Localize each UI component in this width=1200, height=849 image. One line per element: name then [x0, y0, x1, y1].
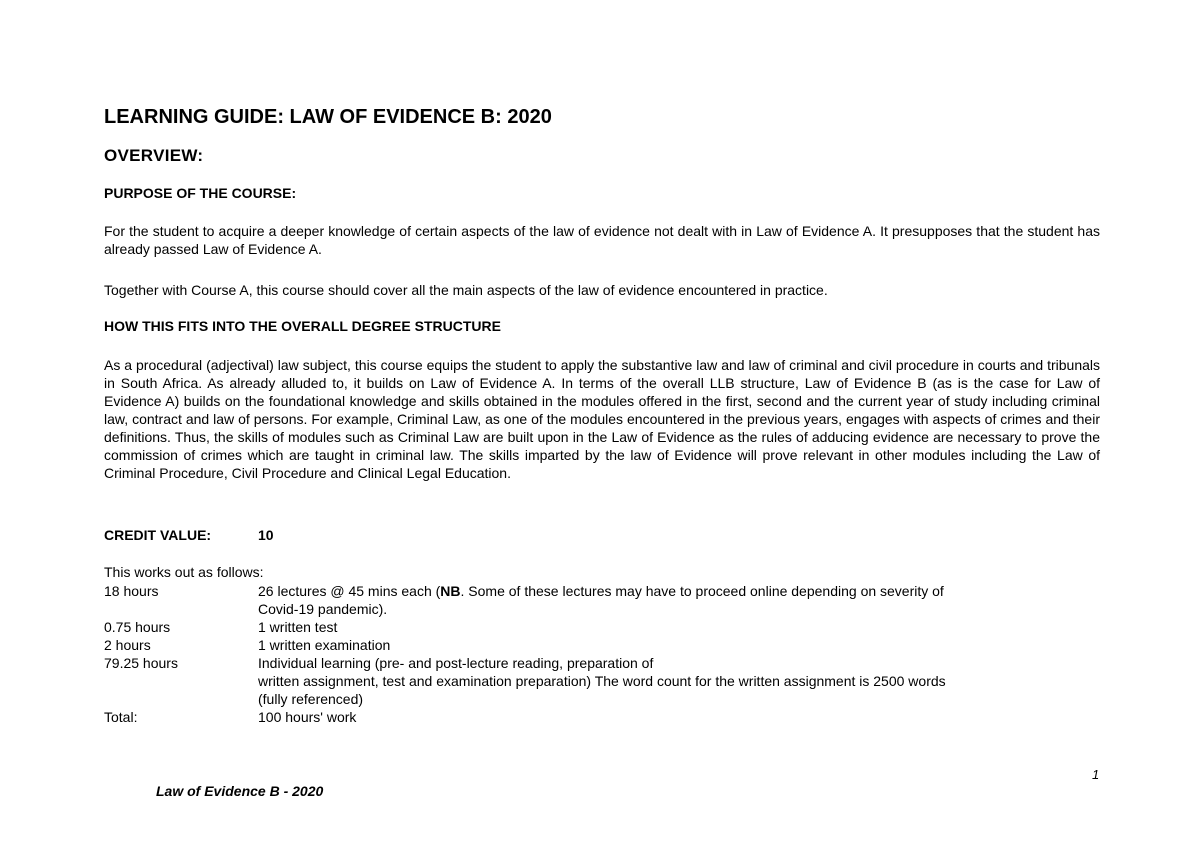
description-text: Covid-19 pandemic).	[258, 601, 388, 617]
nb-note: NB	[440, 583, 461, 599]
breakdown-row	[104, 636, 1100, 654]
breakdown-description: 100 hours' work	[258, 709, 357, 725]
breakdown-description: 1 written examination	[258, 637, 391, 653]
breakdown-hours: 0.75 hours	[104, 619, 171, 635]
breakdown-description	[258, 654, 1100, 708]
credit-value-number: 10	[258, 527, 274, 543]
page-number: 1	[1092, 767, 1100, 782]
breakdown-hours: 2 hours	[104, 637, 151, 653]
purpose-paragraph-1: For the student to acquire a deeper knowledge of certain aspects of the law of evidence not dealt with in Law of Evidence A. It presupposes that the student has already passed Law of Evidence A.	[104, 223, 1100, 257]
breakdown-hours: 18 hours	[104, 583, 159, 599]
credit-value-label: CREDIT VALUE:	[104, 527, 212, 543]
breakdown-row	[104, 618, 1100, 636]
description-text: written assignment, test and examination preparation) The word count for the written assignment is 2500 words	[258, 673, 946, 689]
breakdown-row-total	[104, 708, 1100, 726]
purpose-heading: PURPOSE OF THE COURSE:	[104, 185, 297, 201]
overview-heading: OVERVIEW:	[104, 146, 204, 165]
breakdown-description	[258, 582, 1100, 618]
description-text: Individual learning (pre- and post-lecture reading, preparation of	[258, 655, 654, 671]
breakdown-hours: Total:	[104, 709, 138, 725]
purpose-paragraph-2: Together with Course A, this course should cover all the main aspects of the law of evidence encountered in practice.	[104, 282, 828, 298]
breakdown-hours: 79.25 hours	[104, 655, 178, 671]
description-text: 26 lectures @ 45 mins each (	[258, 583, 441, 599]
document-title: LEARNING GUIDE: LAW OF EVIDENCE B: 2020	[104, 106, 552, 128]
page-footer: Law of Evidence B - 2020	[156, 783, 324, 799]
degree-structure-paragraph: As a procedural (adjectival) law subject, this course equips the student to apply the substantive law and law of criminal and civil procedure in courts and tribunals in South Africa. As already alluded to, it builds on Law of Evidence A. In terms of the overall LLB structure, Law of Evidence B (as is the case for Law of Evidence A) builds on the foundational knowledge and skills obtained in the modules offered in the first, second and the current year of study including criminal law, contract and law of persons. For example, Criminal Law, as one of the modules encountered in the previous years, engages with aspects of crimes and their definitions. Thus, the skills of modules such as Criminal Law are built upon in the Law of Evidence as the rules of adducing evidence are necessary to prove the commission of crimes which are taught in criminal law. The skills imparted by the law of Evidence will prove relevant in other modules including the Law of Criminal Procedure, Civil Procedure and Clinical Legal Education.	[104, 357, 1100, 481]
description-text: . Some of these lectures may have to proceed online depending on severity of	[460, 583, 944, 599]
works-out-intro: This works out as follows:	[104, 564, 264, 580]
degree-structure-heading: HOW THIS FITS INTO THE OVERALL DEGREE STRUCTURE	[104, 318, 501, 334]
hours-breakdown	[104, 582, 1100, 726]
credit-value	[104, 527, 274, 543]
description-text: (fully referenced)	[258, 691, 364, 707]
breakdown-row	[104, 582, 1100, 618]
breakdown-description: 1 written test	[258, 619, 338, 635]
breakdown-row	[104, 654, 1100, 708]
